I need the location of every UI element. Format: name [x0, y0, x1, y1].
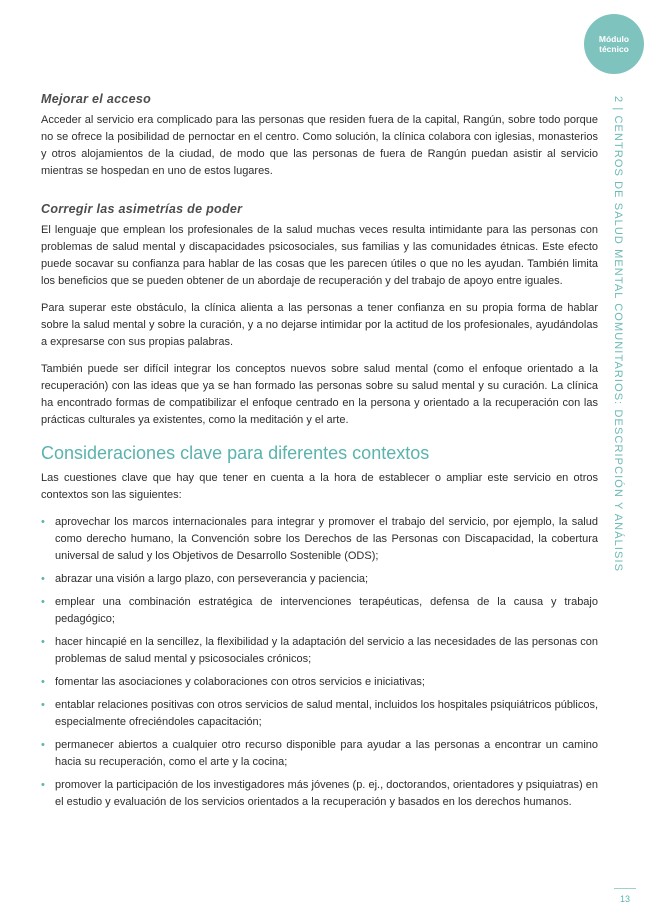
subheading-access: Mejorar el acceso [41, 92, 152, 106]
list-item-text: aprovechar los marcos internacionales para integrar y promover el trabajo del servicio, por ejemplo, la salud como derecho humano, la Convención sobre los Derechos de las Personas con Discapacidad, la cobertura universal de salud y los Objetivos de Desarrollo Sostenible (ODS); [55, 516, 598, 562]
section-title-considerations: Consideraciones clave para diferentes contextos [41, 443, 430, 463]
badge-line-2: técnico [599, 44, 629, 54]
list-item [41, 571, 598, 588]
bullet-icon: • [41, 573, 45, 585]
list-item [41, 697, 598, 731]
bullet-icon: • [41, 596, 45, 608]
considerations-list [41, 514, 598, 811]
module-badge [584, 14, 644, 74]
bullet-icon: • [41, 636, 45, 648]
bullet-icon: • [41, 699, 45, 711]
paragraph-considerations-intro: Las cuestiones clave que hay que tener en cuenta a la hora de establecer o ampliar este servicio en otros contextos son las siguientes: [41, 472, 598, 501]
list-item-text: entablar relaciones positivas con otros servicios de salud mental, incluidos los hospitales psiquiátricos públicos, especialmente ofreciéndoles capacitación; [55, 699, 598, 728]
list-item-text: permanecer abiertos a cualquier otro recurso disponible para ayudar a las personas a encontrar un camino hacia su recuperación, como el arte y la cocina; [55, 739, 598, 768]
list-item-text: abrazar una visión a largo plazo, con perseverancia y paciencia; [55, 573, 369, 585]
list-item [41, 594, 598, 628]
paragraph-access: Acceder al servicio era complicado para las personas que residen fuera de la capital, Rangún, sobre todo porque no se ofrece la posibilidad de pernoctar en el centro. Como solución, la clínica colabora con iglesias, monasterios y otros alojamientos de la ciudad, de modo que las personas de fuera de Rangún puedan asistir al servicio mientras se hospedan en uno de estos lugares. [41, 114, 598, 177]
page-content [41, 92, 598, 817]
list-item [41, 634, 598, 668]
list-item [41, 514, 598, 565]
list-item-text: fomentar las asociaciones y colaboraciones con otros servicios e iniciativas; [55, 676, 425, 688]
bullet-icon: • [41, 739, 45, 751]
list-item [41, 674, 598, 691]
list-item-text: promover la participación de los investigadores más jóvenes (p. ej., doctorandos, orientadores y psiquiatras) en el estudio y evaluación de los servicios orientados a la recuperación y basados en los derechos humanos. [55, 779, 598, 808]
paragraph-power-2: Para superar este obstáculo, la clínica alienta a las personas a tener confianza en su propia forma de hablar sobre la salud mental y sobre la curación, y a no dejarse intimidar por la actitud de los profesionales, ayudándolas a expresarse con sus propias palabras. [41, 302, 598, 348]
list-item [41, 737, 598, 771]
subheading-power: Corregir las asimetrías de poder [41, 202, 243, 216]
badge-line-1: Módulo [598, 34, 630, 44]
list-item [41, 777, 598, 811]
paragraph-power-1: El lenguaje que emplean los profesionales de la salud muchas veces resulta intimidante para las personas con problemas de salud mental y discapacidades psicosociales, sus familias y las comunidades étnicas. Este efecto puede socavar su confianza para hablar de las cosas que les parecen útiles o que no les ayudan. También limita los beneficios que se pueden obtener de un abordaje de recuperación y del trabajo de apoyo entre iguales. [41, 224, 598, 287]
chapter-side-title: 2 | CENTROS DE SALUD MENTAL COMUNITARIOS: DESCRIPCIÓN Y ANÁLISIS [612, 96, 624, 573]
page-number: 13 [614, 888, 636, 907]
bullet-icon: • [41, 779, 45, 791]
list-item-text: hacer hincapié en la sencillez, la flexibilidad y la adaptación del servicio a las necesidades de las personas con problemas de salud mental y psicosociales crónicos; [55, 636, 598, 665]
list-item-text: emplear una combinación estratégica de intervenciones terapéuticas, defensa de la causa y trabajo pedagógico; [55, 596, 598, 625]
bullet-icon: • [41, 516, 45, 528]
paragraph-power-3: También puede ser difícil integrar los conceptos nuevos sobre salud mental (como el enfoque orientado a la recuperación) con las ideas que ya se han formado las personas sobre su salud mental y su curación. La clínica ha encontrado formas de compatibilizar el enfoque centrado en la persona y orientado a la recuperación con las prácticas culturales ya existentes, como la meditación y el arte. [41, 363, 598, 426]
bullet-icon: • [41, 676, 45, 688]
